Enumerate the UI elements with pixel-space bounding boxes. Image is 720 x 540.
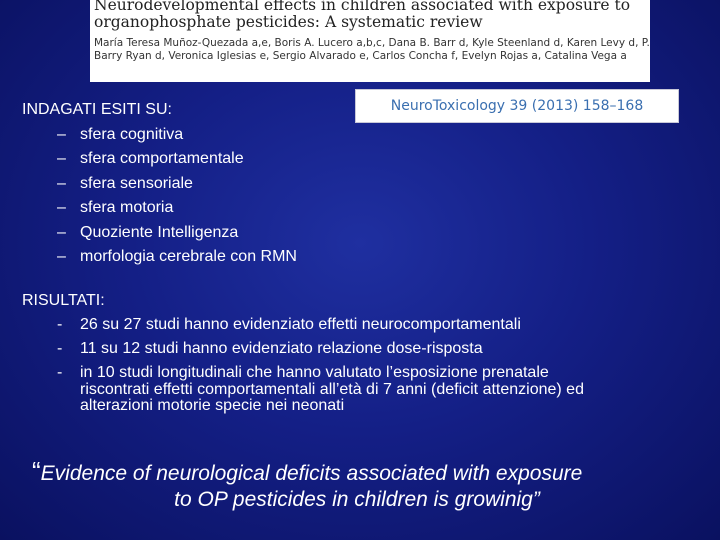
list-item bbox=[22, 123, 297, 148]
quote-line-1 bbox=[24, 458, 720, 487]
paper-authors: María Teresa Muñoz-Quezada a,e, Boris A. Lucero a,b,c, Dana B. Barr d, Kyle Steenland d, Karen Levy d, P. Barry Ryan d, Veronica Iglesias e, Sergio Alvarado e, Carlos Concha f, Evelyn Rojas a, Catalina Vega a bbox=[94, 37, 650, 62]
dash-bullet: – bbox=[57, 223, 66, 241]
journal-citation: NeuroToxicology 39 (2013) 158–168 bbox=[355, 89, 679, 123]
investigated-heading: INDAGATI ESITI SU: bbox=[22, 101, 172, 118]
dash-bullet: – bbox=[57, 199, 66, 216]
evidence-quote bbox=[0, 458, 720, 513]
list-item bbox=[22, 245, 297, 270]
results-list bbox=[22, 313, 662, 415]
dash-bullet: – bbox=[57, 125, 66, 143]
list-item-text: sfera cognitiva bbox=[80, 125, 184, 143]
results-heading: RISULTATI: bbox=[22, 292, 105, 309]
list-item bbox=[22, 221, 297, 246]
list-item bbox=[22, 337, 662, 361]
dash-bullet: - bbox=[57, 364, 63, 381]
list-item-text: morfologia cerebrale con RMN bbox=[80, 248, 297, 265]
list-item-text: sfera comportamentale bbox=[80, 150, 244, 167]
investigated-list bbox=[22, 123, 297, 270]
dash-bullet: – bbox=[57, 174, 66, 192]
dash-bullet: - bbox=[57, 340, 63, 357]
list-item-text: sfera motoria bbox=[80, 199, 174, 216]
list-item bbox=[22, 313, 662, 337]
list-item bbox=[22, 172, 297, 197]
quote-open-mark: “ bbox=[32, 456, 41, 486]
paper-header-image bbox=[90, 0, 650, 82]
list-item bbox=[22, 361, 620, 415]
dash-bullet: – bbox=[57, 248, 66, 265]
list-item-text: in 10 studi longitudinali che hanno valutato l’esposizione prenatale riscontrati effetti comportamentali all’età di 7 anni (deficit attenzione) ed alterazioni motorie specie nei neonati bbox=[80, 364, 584, 414]
paper-title: Neurodevelopmental effects in children associated with exposure to organophosphate pesticides: A systematic review bbox=[94, 0, 631, 31]
list-item bbox=[22, 147, 297, 172]
list-item bbox=[22, 196, 297, 221]
list-item-text: 26 su 27 studi hanno evidenziato effetti neurocomportamentali bbox=[80, 316, 521, 333]
list-item-text: sfera sensoriale bbox=[80, 174, 193, 192]
quote-line-1-text: Evidence of neurological deficits associated with exposure bbox=[40, 462, 583, 485]
investigated-outcomes-section bbox=[22, 98, 297, 270]
quote-line-2: to OP pesticides in children is growinig” bbox=[174, 488, 540, 511]
results-section bbox=[22, 289, 662, 415]
dash-bullet: – bbox=[57, 150, 66, 167]
list-item-text: Quoziente Intelligenza bbox=[80, 223, 239, 241]
dash-bullet: - bbox=[57, 316, 63, 333]
list-item-text: 11 su 12 studi hanno evidenziato relazione dose-risposta bbox=[80, 340, 483, 357]
